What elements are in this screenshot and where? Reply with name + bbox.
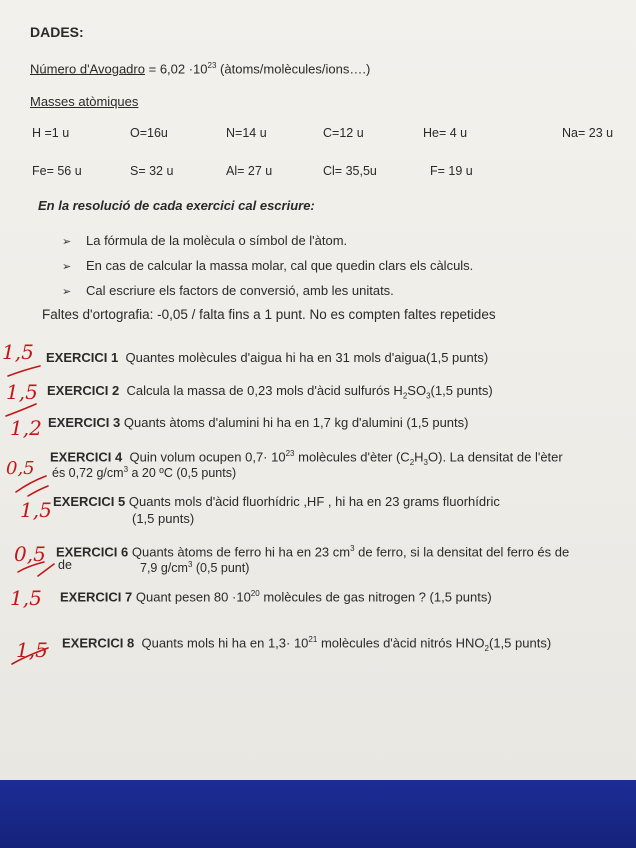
arrow-bullet-icon: ➢ (62, 286, 72, 298)
mass-he: He= 4 u (423, 126, 468, 140)
handwritten-grade: 1,5 (10, 586, 42, 610)
mass-n: N=14 u (226, 126, 267, 140)
subscript: 2 (402, 391, 408, 401)
exercise-label: EXERCICI 3 (48, 415, 121, 430)
subscript: 3 (423, 457, 428, 467)
exercise-label: EXERCICI 2 (47, 383, 120, 398)
mass-c: C=12 u (323, 126, 364, 140)
superscript: 3 (350, 544, 355, 553)
pen-stroke (18, 562, 44, 572)
exercise-text: Calcula la massa de 0,23 mols d'àcid sulfurós H (126, 383, 403, 398)
subscript: 2 (409, 457, 415, 467)
handwritten-grade: 1,5 (2, 340, 34, 364)
exercise-4-line2 (52, 462, 236, 481)
instruction-item: La fórmula de la molècula o símbol de l'àtom. (86, 233, 348, 248)
subscript: 2 (484, 643, 489, 653)
exercise-text: molècules de gas nitrogen ? (1,5 punts) (259, 589, 492, 605)
exercise-text: 7,9 g/cm (140, 561, 188, 576)
superscript: 20 (250, 589, 260, 598)
exercise-label: EXERCICI 1 (46, 350, 119, 365)
superscript: 21 (308, 635, 318, 644)
superscript: 3 (187, 560, 193, 569)
pen-stroke (8, 366, 40, 376)
pen-stroke (12, 648, 48, 664)
dades-heading: DADES: (30, 24, 84, 40)
exercise-3 (48, 415, 468, 431)
exercise-1 (46, 350, 488, 366)
exercise-text: H (414, 449, 424, 465)
handwritten-grade: 1,5 (20, 498, 52, 522)
exercise-text: a 20 ºC (0,5 punts) (128, 466, 237, 481)
exercise-text: Quantes molècules d'aigua hi ha en 31 mols d'aigua(1,5 punts) (125, 350, 489, 365)
mass-cl: Cl= 35,5u (323, 164, 377, 178)
exercise-6-line2 (140, 557, 249, 576)
mass-s: S= 32 u (130, 164, 174, 178)
avogadro-line (30, 58, 370, 77)
exercise-text: Quants mols hi ha en 1,3· 10 (141, 635, 309, 651)
exercise-label: EXERCICI 4 (50, 449, 123, 465)
mass-na: Na= 23 u (562, 126, 614, 140)
handwritten-grade: 0,5 (6, 458, 35, 479)
exercise-7 (60, 586, 492, 605)
exercise-text: molècules d'èter (C (294, 449, 410, 465)
mass-fe: Fe= 56 u (32, 164, 82, 178)
instruction-item: Cal escriure els factors de conversió, amb les unitats. (86, 283, 394, 298)
exercise-2 (47, 383, 493, 405)
avogadro-units: (àtoms/molècules/ions….) (220, 61, 371, 77)
exercise-8 (62, 632, 551, 657)
mass-f: F= 19 u (430, 164, 473, 178)
faltes-note: Faltes d'ortografia: -0,05 / falta fins a 1 punt. No es compten faltes repetides (42, 307, 496, 322)
pen-stroke (28, 486, 48, 496)
exercise-5-line2: (1,5 punts) (132, 511, 195, 526)
mass-o: O=16u (130, 126, 168, 140)
exercise-text: O). La densitat de l'èter (428, 449, 563, 465)
pen-stroke (6, 404, 36, 416)
handwritten-grade: 0,5 (14, 542, 46, 566)
avogadro-label: Número d'Avogadro (30, 61, 145, 77)
exercise-text: de ferro, si la densitat del ferro és de (354, 544, 570, 560)
pen-stroke (38, 564, 54, 576)
masses-heading: Masses atòmiques (30, 94, 139, 109)
avogadro-exponent: 23 (207, 61, 217, 70)
handwritten-grade: 1,2 (10, 416, 42, 440)
mass-h: H =1 u (32, 126, 70, 140)
exercise-text: Quants àtoms d'alumini hi ha en 1,7 kg d'alumini (1,5 punts) (123, 415, 469, 430)
red-pen-marks (0, 330, 70, 690)
exercise-text: Quants àtoms de ferro hi ha en 23 cm (131, 544, 351, 560)
exercise-label: EXERCICI 6 (56, 544, 129, 560)
exercise-text: és 0,72 g/cm (52, 466, 124, 481)
mass-al: Al= 27 u (226, 164, 273, 178)
superscript: 23 (285, 449, 295, 458)
arrow-bullet-icon: ➢ (62, 261, 72, 273)
arrow-bullet-icon: ➢ (62, 236, 72, 248)
exercise-text: (1,5 punts) (430, 383, 493, 398)
exercise-label: EXERCICI 5 (53, 494, 126, 509)
exercise-text: (0,5 punt) (192, 561, 250, 576)
exercise-6-line2-pre: de (58, 558, 72, 572)
exercise-text: Quants mols d'àcid fluorhídric ,HF , hi ha en 23 grams fluorhídric (128, 494, 500, 509)
subscript: 3 (426, 391, 431, 401)
exercise-text: SO (407, 383, 427, 398)
background-surface (0, 780, 636, 848)
instruction-item: En cas de calcular la massa molar, cal que quedin clars els càlculs. (86, 258, 474, 273)
exercise-6 (56, 541, 569, 560)
superscript: 3 (123, 465, 129, 474)
instructions-title: En la resolució de cada exercici cal escriure: (38, 198, 315, 213)
exercise-text: Quin volum ocupen 0,7· 10 (129, 449, 286, 465)
avogadro-value: = 6,02 ·10 (148, 61, 208, 77)
exercise-text: (1,5 punts) (489, 635, 552, 651)
exercise-label: EXERCICI 8 (62, 635, 135, 651)
exercise-text: molècules d'àcid nitrós HNO (317, 635, 485, 651)
exercise-label: EXERCICI 7 (60, 589, 133, 605)
exercise-5 (53, 494, 500, 510)
handwritten-grade: 1,5 (16, 638, 48, 662)
handwritten-grade: 1,5 (6, 380, 38, 404)
exercise-text: Quant pesen 80 ·10 (135, 589, 251, 605)
